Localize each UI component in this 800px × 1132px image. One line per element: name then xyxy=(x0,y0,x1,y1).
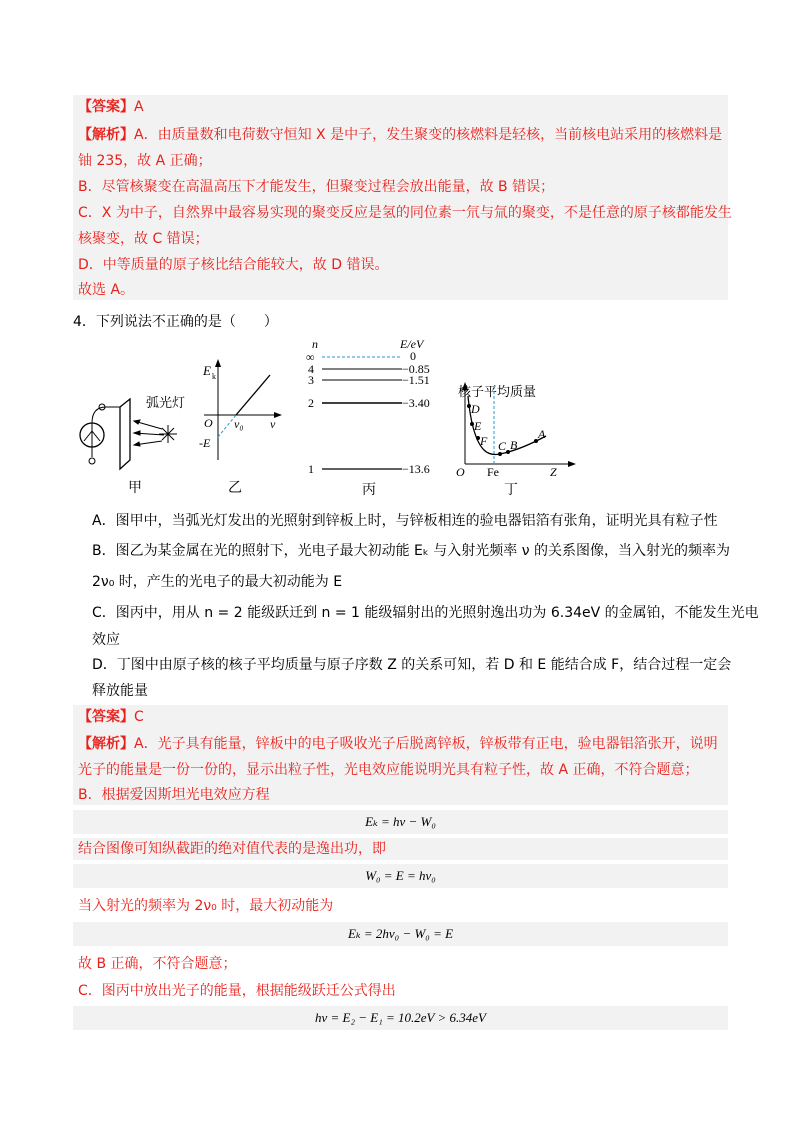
q4-stem: 4．下列说法不正确的是（ ） xyxy=(73,314,278,330)
option-b-line-1: B．图乙为某金属在光的照射下，光电子最大初动能 Eₖ 与入射光频率 ν 的关系图像，当入射光的频率为 xyxy=(92,543,731,559)
figure-ding-caption: 丁 xyxy=(504,483,518,498)
q3-analysis-line-4: C．X 为中子，自然界中最容易实现的聚变反应是氢的同位素一氘与氚的聚变，不是任意的原子核都能发生 xyxy=(78,205,732,221)
q4-analysis-b4: 故 B 正确，不符合题意； xyxy=(78,956,237,972)
figure-jia xyxy=(72,385,202,495)
arc-lamp-label: 弧光灯 xyxy=(146,395,186,410)
svg-text:2: 2 xyxy=(308,396,314,410)
svg-text:E: E xyxy=(203,363,211,378)
svg-text:4: 4 xyxy=(308,362,314,376)
arc-lamp-icon xyxy=(159,425,177,443)
figure-yi xyxy=(198,355,288,495)
q4-analysis-a1: 【解析】A．光子具有能量，锌板中的电子吸收光子后脱离锌板，锌板带有正电，验电器铝箔张开，说明 xyxy=(78,736,718,752)
q3-analysis-line-1: 【解析】A．由质量数和电荷数守恒知 X 是中子，发生聚变的核燃料是轻核，当前核电站采用的核燃料是 xyxy=(78,127,723,143)
svg-text:C: C xyxy=(498,439,507,453)
option-c-line-1: C．图丙中，用从 n = 2 能级跃迁到 n = 1 能级辐射出的光照射逸出功为 6.34eV 的金属铂，不能发生光电 xyxy=(92,605,759,621)
ek-line xyxy=(236,375,270,415)
figure-jia-caption: 甲 xyxy=(128,481,142,495)
formula-work-function: W₀ = E = hν₀ xyxy=(73,864,728,888)
q4-analysis-a2: 光子的能量是一份一份的，显示出粒子性，光电效应能说明光具有粒子性，故 A 正确，不符合题意； xyxy=(78,762,699,778)
figure-bing xyxy=(298,336,448,496)
svg-text:−0.85: −0.85 xyxy=(402,362,430,376)
q3-answer-line xyxy=(78,97,144,117)
option-b-line-2: 2ν₀ 时，产生的光电子的最大初动能为 E xyxy=(92,574,343,590)
svg-text:3: 3 xyxy=(308,373,314,387)
svg-text:A: A xyxy=(538,427,546,441)
svg-text:−13.6: −13.6 xyxy=(402,462,430,476)
ding-y-label: 核子平均质量 xyxy=(458,384,537,399)
svg-text:n: n xyxy=(312,337,318,351)
option-d-line-2: 释放能量 xyxy=(92,683,148,699)
svg-text:O: O xyxy=(456,465,465,479)
answer-value: A xyxy=(134,99,144,115)
svg-text:O: O xyxy=(204,416,213,430)
analysis-tag: 【解析】 xyxy=(78,127,134,143)
figure-yi-caption: 乙 xyxy=(228,481,242,495)
formula-photoelectric: Eₖ = hν − W₀ xyxy=(73,810,728,834)
figure-bing-caption: 丙 xyxy=(362,483,376,496)
svg-text:F: F xyxy=(480,434,488,448)
q3-analysis-line-5: 核聚变，故 C 错误； xyxy=(78,231,209,247)
q4-analysis-c1: C．图丙中放出光子的能量，根据能级跃迁公式得出 xyxy=(78,983,396,999)
option-d-line-1: D．丁图中由原子核的核子平均质量与原子序数 Z 的关系可知，若 D 和 E 能结合成 F，结合过程一定会 xyxy=(92,657,732,673)
formula-photon-energy: hν = E₂ − E₁ = 10.2eV > 6.34eV xyxy=(73,1006,728,1030)
svg-text:-E: -E xyxy=(199,436,211,450)
svg-text:B: B xyxy=(510,438,518,452)
svg-text:ν: ν xyxy=(270,417,276,431)
q4-analysis-b1: B．根据爱因斯坦光电效应方程 xyxy=(78,787,270,803)
q4-analysis-b3: 当入射光的频率为 2ν₀ 时，最大初动能为 xyxy=(78,898,334,914)
svg-text:E/eV: E/eV xyxy=(400,337,424,351)
zinc-plate xyxy=(120,399,130,469)
figure-ding xyxy=(450,380,580,498)
q3-analysis-line-2: 铀 235，故 A 正确； xyxy=(78,153,212,169)
svg-text:D: D xyxy=(471,402,480,416)
option-a: A．图甲中，当弧光灯发出的光照射到锌板上时，与锌板相连的验电器铝箔有张角，证明光具有粒子性 xyxy=(92,513,718,529)
svg-text:Z: Z xyxy=(550,465,557,479)
svg-text:ν₀: ν₀ xyxy=(234,417,244,431)
svg-text:Fe: Fe xyxy=(487,465,499,479)
svg-text:−1.51: −1.51 xyxy=(402,373,430,387)
svg-text:∞: ∞ xyxy=(306,350,315,364)
q3-analysis-line-7: 故选 A。 xyxy=(78,282,135,298)
svg-text:1: 1 xyxy=(308,462,314,476)
q3-analysis-line-6: D．中等质量的原子核比结合能较大，故 D 错误。 xyxy=(78,257,389,273)
q4-answer-line: 【答案】C xyxy=(78,709,144,725)
option-c-line-2: 效应 xyxy=(92,632,120,648)
svg-text:E: E xyxy=(474,419,482,433)
svg-text:−3.40: −3.40 xyxy=(402,396,430,410)
svg-text:k: k xyxy=(212,372,216,381)
svg-text:0: 0 xyxy=(410,349,416,363)
formula-max-ke: Eₖ = 2hν₀ − W₀ = E xyxy=(73,922,728,946)
q4-analysis-b2: 结合图像可知纵截距的绝对值代表的是逸出功，即 xyxy=(78,841,386,857)
answer-tag: 【答案】 xyxy=(78,99,134,115)
q3-analysis-line-3: B．尽管核聚变在高温高压下才能发生，但聚变过程会放出能量，故 B 错误； xyxy=(78,179,555,195)
